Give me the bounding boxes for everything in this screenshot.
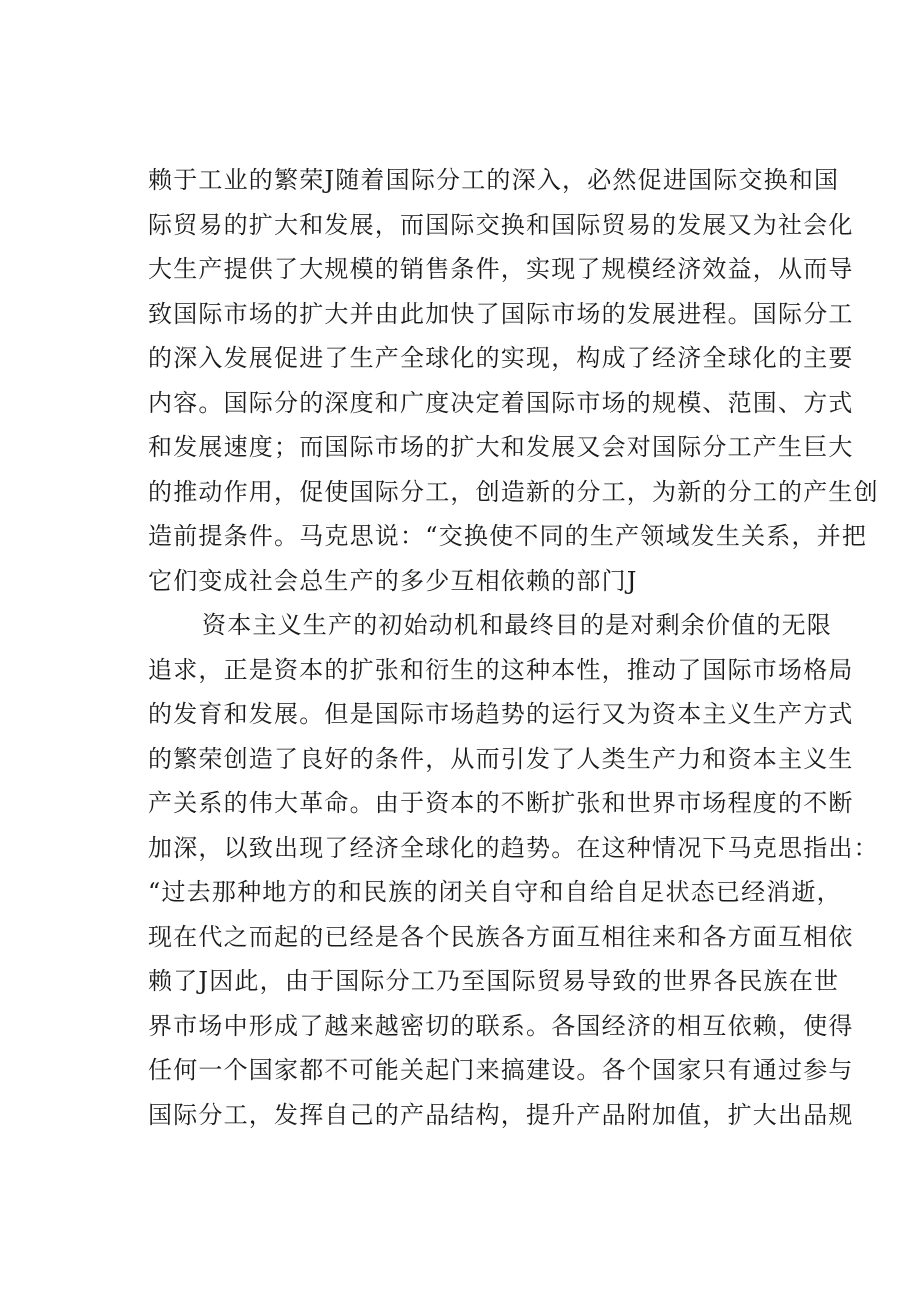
- text-line: 赖了J因此，由于国际分工乃至国际贸易导致的世界各民族在世: [148, 967, 840, 995]
- text-line: 际贸易的扩大和发展，而国际交换和国际贸易的发展又为社会化: [148, 210, 854, 239]
- text-line: 产关系的伟大革命。由于资本的不断扩张和世界市场程度的不断: [148, 789, 854, 817]
- text-line: 造前提条件。马克思说：“交换使不同的生产领域发生关系，并把: [148, 522, 868, 550]
- text-line: 的发育和发展。但是国际市场趋势的运行又为资本主义生产方式: [148, 700, 854, 728]
- text-line: 加深，以致出现了经济全球化的趋势。在这种情况下马克思指出：: [148, 833, 879, 862]
- text-line: “过去那种地方的和民族的闭关自守和自给自足状态已经消逝，: [148, 878, 842, 906]
- text-line: 大生产提供了大规模的销售条件，实现了规模经济效益，从而导: [148, 255, 854, 283]
- text-line: 致国际市场的扩大并由此加快了国际市场的发展进程。国际分工: [148, 299, 854, 328]
- text-line: 内容。国际分的深度和广度决定着国际市场的规模、范围、方式: [148, 388, 854, 417]
- text-line: 的深入发展促进了生产全球化的实现，构成了经济全球化的主要: [148, 344, 854, 372]
- text-line: 国际分工，发挥自己的产品结构，提升产品附加值，扩大出品规: [148, 1100, 854, 1129]
- text-line: 任何一个国家都不可能关起门来搞建设。各个国家只有通过参与: [148, 1056, 854, 1084]
- text-line: 的推动作用，促使国际分工，创造新的分工，为新的分工的产生创: [148, 477, 879, 506]
- text-line: 赖于工业的繁荣J随着国际分工的深入，必然促进国际交换和国: [148, 166, 840, 194]
- body-text: [148, 158, 879, 1137]
- text-line: 和发展速度；而国际市场的扩大和发展又会对国际分工产生巨大: [148, 433, 854, 461]
- paragraph-2: [148, 603, 879, 1137]
- text-line: 它们变成社会总生产的多少互相依赖的部门J: [148, 566, 638, 595]
- paragraph-1: [148, 158, 879, 603]
- text-line: 界市场中形成了越来越密切的联系。各国经济的相互依赖，使得: [148, 1011, 854, 1040]
- text-line: 现在代之而起的已经是各个民族各方面互相往来和各方面互相依: [148, 922, 854, 951]
- text-line: 的繁荣创造了良好的条件，从而引发了人类生产力和资本主义生: [148, 744, 854, 773]
- text-line: 资本主义生产的初始动机和最终目的是对剩余价值的无限: [202, 611, 832, 639]
- text-line: 追求，正是资本的扩张和衍生的这种本性，推动了国际市场格局: [148, 655, 854, 684]
